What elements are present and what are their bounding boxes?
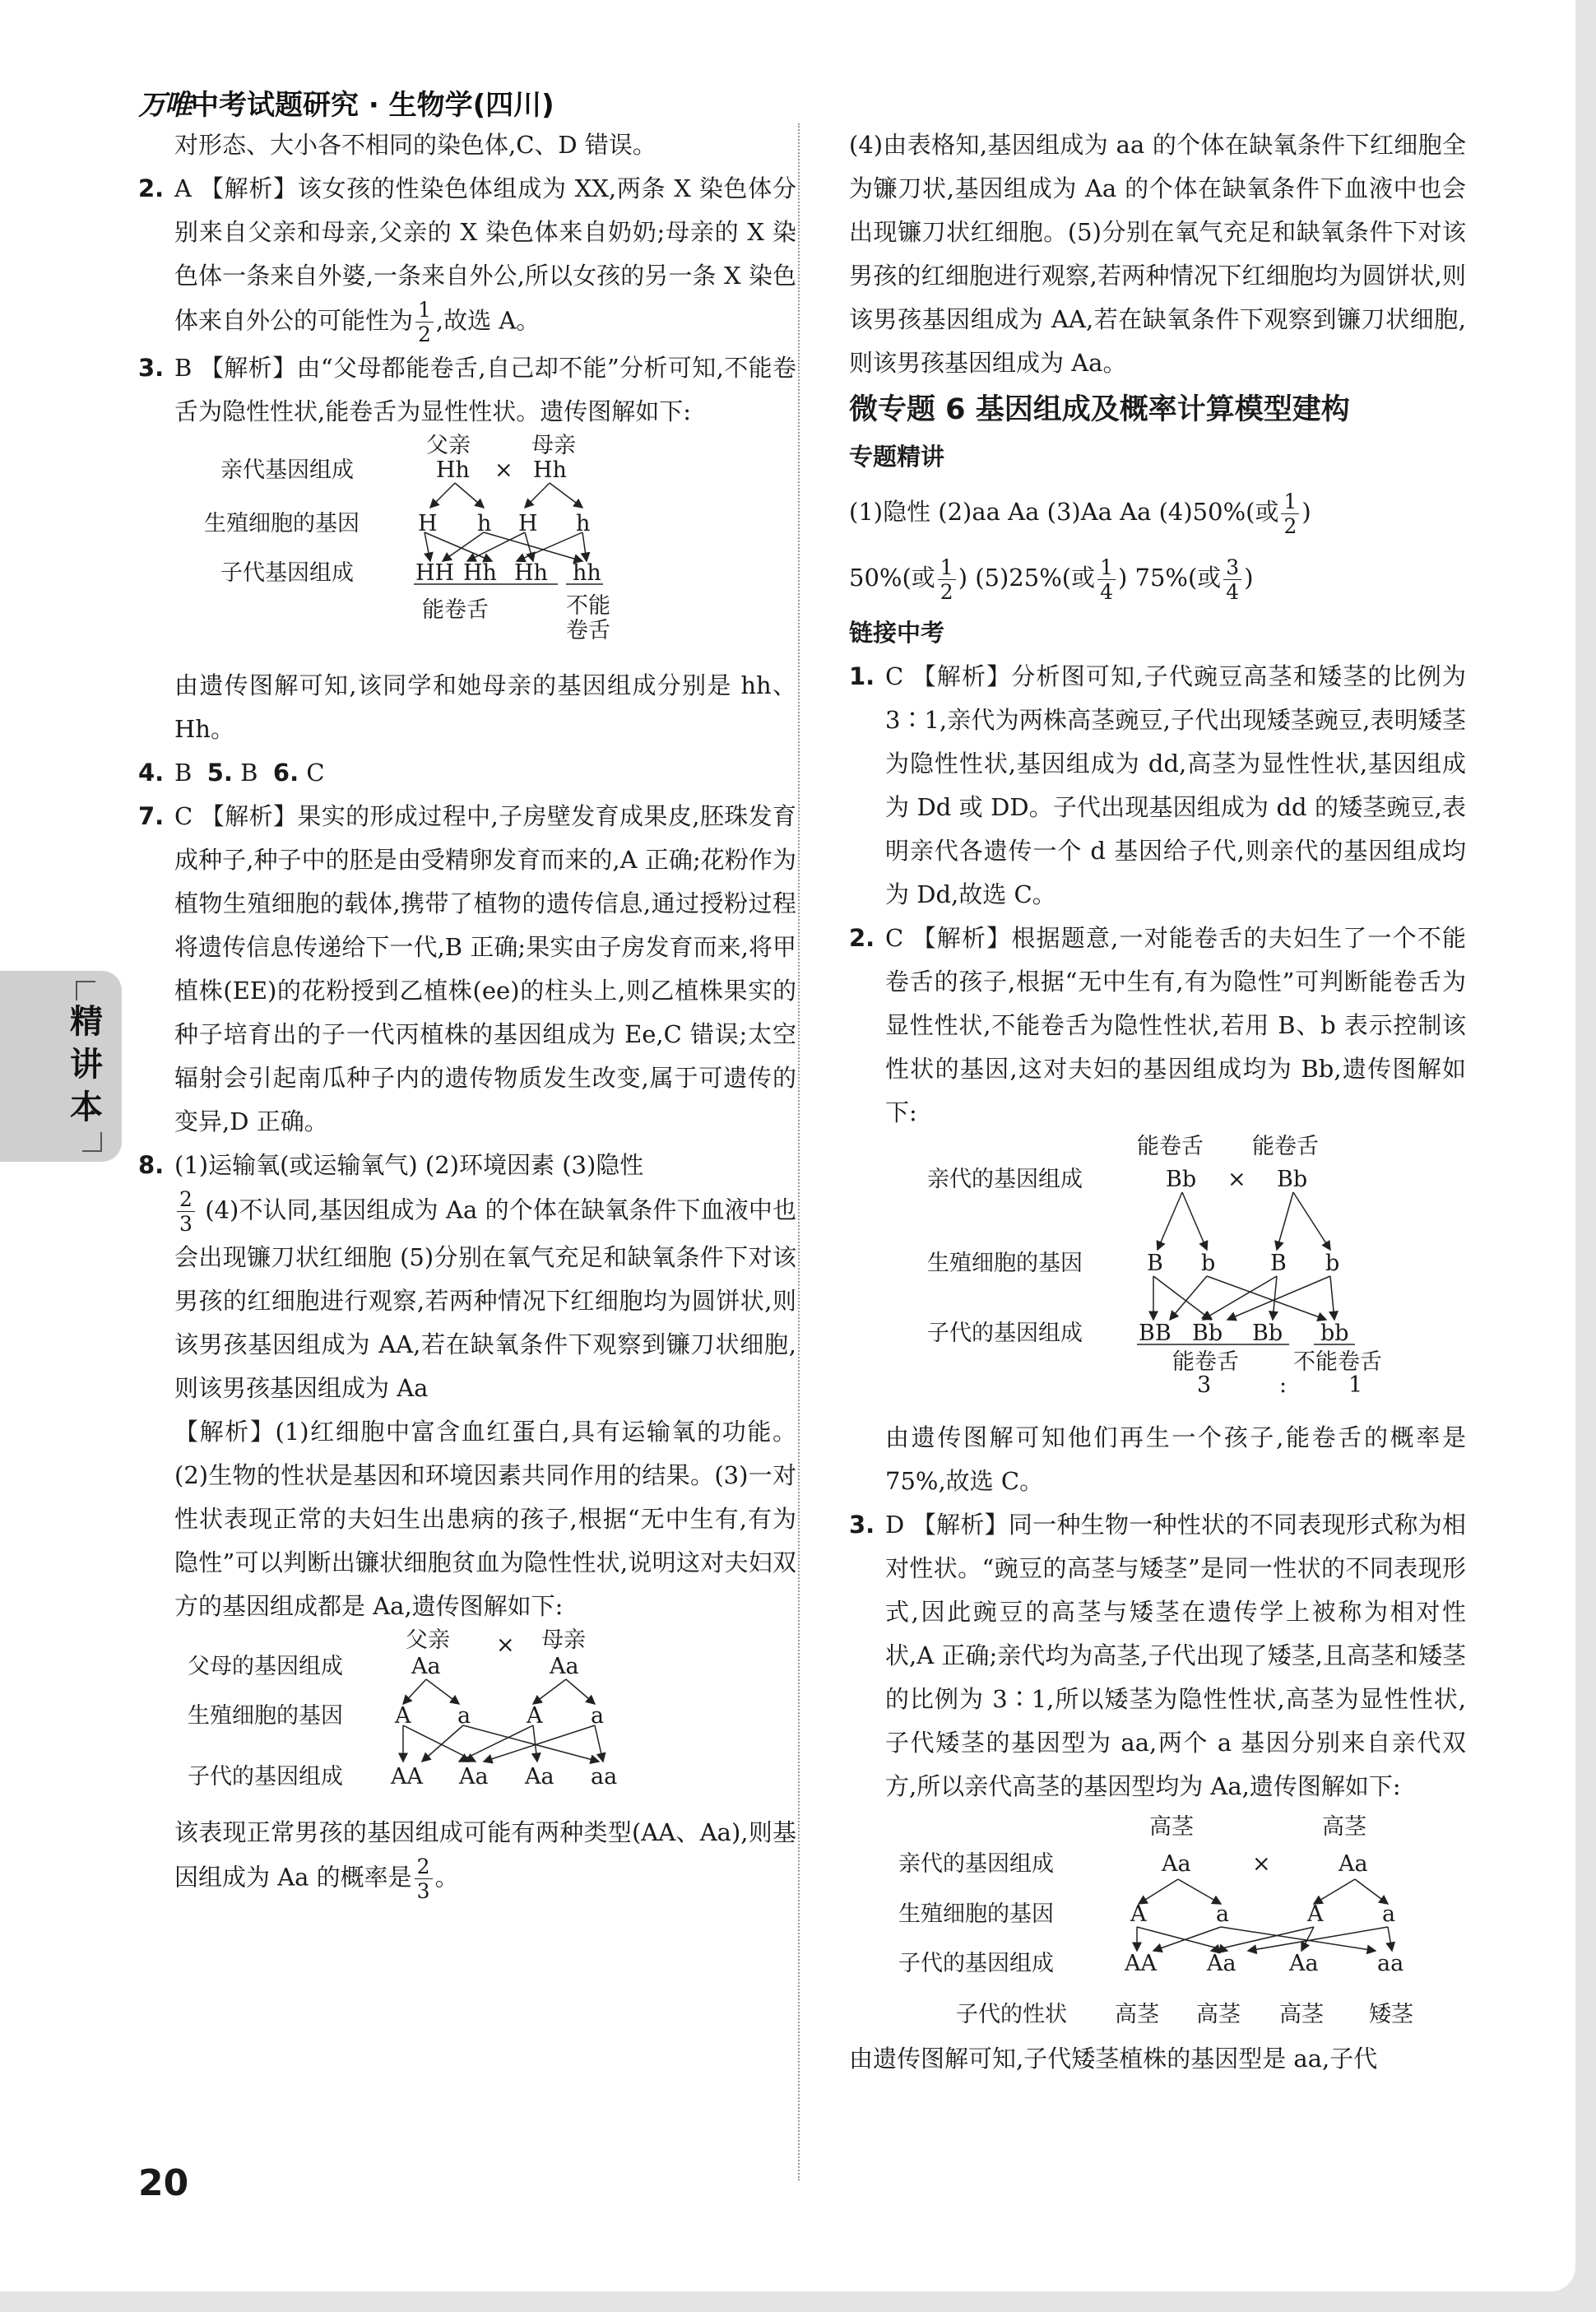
answer-8: [138, 1144, 796, 1628]
phenotype-label: 不能卷舌: [1293, 1349, 1382, 1375]
question-number: 1.: [849, 662, 875, 690]
parent-genotype: Hh: [533, 457, 567, 483]
numerator: 1: [415, 298, 434, 323]
offspring-genotype: aa: [591, 1764, 618, 1790]
analysis-text: 【解析】(1)红细胞中富含血红蛋白,具有运输氧的功能。(2)生物的性状是基因和环境因素共同作用的结果。(3)一对性状表现正常的夫妇生出患病的孩子,根据“无中生有,有为隐性”可以判断出镰状细胞贫血为隐性性状,说明这对夫妇双方的基因组成都是 Aa,遗传图解如下:: [174, 1418, 796, 1620]
answer-text-part: ) (5)25%(或: [958, 564, 1096, 592]
header-title: 中考试题研究 · 生物学(四川): [191, 89, 554, 122]
row-label: 亲代基因组成: [220, 457, 354, 483]
answer-text-part: A 【解析】该女孩的性染色体组成为 XX,两条 X 染色体分别来自父亲和母亲,父亲的 X 染色体来自奶奶;母亲的 X 染色体一条来自外婆,一条来自外公,所以女孩的另一条 X 染色体来自外公的可能性为: [174, 174, 796, 335]
numerator: 1: [1281, 490, 1299, 514]
answer-text-part: ): [1301, 498, 1311, 526]
gamete: a: [1216, 1901, 1230, 1927]
gamete: a: [591, 1703, 605, 1729]
answer-text: [174, 1187, 796, 1410]
parent-genotype: Bb: [1166, 1167, 1197, 1192]
side-tab: [0, 971, 122, 1162]
offspring-genotype: HH: [415, 560, 455, 586]
question-number: 3.: [138, 354, 165, 382]
denominator: 2: [940, 579, 953, 604]
row-label: 亲代的基因组成: [898, 1851, 1054, 1877]
phenotype-label: 能卷舌: [422, 597, 489, 623]
answer-letter: B: [240, 759, 258, 787]
row-label: 子代的基因组成: [188, 1764, 343, 1790]
row-label: 子代的基因组成: [927, 1321, 1083, 1346]
answer-text-part: (4)不认同,基因组成为 Aa 的个体在缺氧条件下血液中也会出现镰刀状红细胞 (5)分别在氧气充足和缺氧条件下对该男孩的红细胞进行观察,若两种情况下红细胞均为圆饼状,则该男孩基因组成为 AA,若在缺氧条件下观察到镰刀状细胞,则该男孩基因组成为 Aa: [174, 1195, 797, 1402]
question-number: 7.: [138, 802, 165, 830]
ratio-colon: :: [1279, 1372, 1287, 1398]
row-label: 子代的基因组成: [898, 1951, 1054, 1976]
phenotype-label: 高茎: [1149, 1814, 1194, 1840]
gamete: B: [1147, 1251, 1163, 1276]
topic-answers: [849, 479, 1466, 545]
gamete: A: [527, 1703, 543, 1729]
numerator: 2: [415, 1855, 433, 1879]
offspring-genotype: Aa: [525, 1764, 554, 1790]
numerator: 1: [938, 555, 956, 580]
answer-text-part: 50%(或: [849, 564, 935, 592]
side-tab-label: 精讲本: [70, 1003, 103, 1126]
gamete: h: [576, 511, 591, 536]
answers-4-6-line: [138, 751, 796, 795]
question-number: 2.: [849, 924, 875, 952]
link-answer-1: [849, 655, 1466, 917]
gamete: H: [518, 511, 538, 536]
gamete: a: [1382, 1901, 1396, 1927]
mother-label: 母亲: [531, 433, 576, 458]
offspring-genotype: Aa: [459, 1764, 489, 1790]
phenotype-label: 高茎: [1115, 2002, 1159, 2027]
answers-4-6: [138, 751, 796, 795]
running-header: [138, 82, 554, 123]
ratio-value: 3: [1197, 1372, 1212, 1398]
parent-genotype: Aa: [1162, 1851, 1191, 1877]
brand-logo: 万唯: [138, 89, 191, 122]
denominator: 3: [416, 1879, 430, 1903]
conclusion-text: 该表现正常男孩的基因组成可能有两种类型(AA、Aa),则基因组成为 Aa 的概率是: [174, 1818, 796, 1892]
answer-text: C 【解析】果实的形成过程中,子房壁发育成果皮,胚珠发育成种子,种子中的胚是由受精卵发育而来的,A 正确;花粉作为植物生殖细胞的载体,携带了植物的遗传信息,通过授粉过程将遗传信息传递给下一代,B 正确;果实由子房发育而来,将甲植株(EE)的花粉授到乙植株(ee)的柱头上,则乙植株果实的种子培育出的子一代丙植株的基因组成为 Ee,C 错误;太空辐射会引起南瓜种子内的遗传物质发生改变,属于可遗传的变异,D 正确。: [174, 802, 796, 1135]
bracket-decoration: [82, 1132, 102, 1152]
offspring-genotype: AA: [1125, 1951, 1157, 1976]
answer-text-part: (1)隐性 (2)aa Aa (3)Aa Aa (4)50%(或: [849, 498, 1279, 526]
answer-letter: C: [306, 759, 325, 787]
numerator: 3: [1223, 555, 1241, 580]
fraction: [415, 1855, 433, 1903]
answer-7: [138, 795, 796, 1144]
phenotype-label: 矮茎: [1369, 2002, 1413, 2027]
offspring-genotype: hh: [573, 560, 601, 586]
phenotype-label: 高茎: [1196, 2002, 1241, 2027]
parent-genotype: Aa: [1339, 1851, 1368, 1877]
answer-text-part: ): [1244, 564, 1254, 592]
ratio-value: 1: [1348, 1372, 1363, 1398]
father-label: 父亲: [406, 1627, 450, 1653]
row-label: 父母的基因组成: [188, 1654, 343, 1679]
q1-continuation: 对形态、大小各不相同的染色体,C、D 错误。: [174, 131, 656, 159]
column-divider: [798, 123, 800, 2180]
cross-symbol: ×: [494, 457, 513, 483]
phenotype-label: 能卷舌: [1137, 1134, 1204, 1159]
answer-text-part: ,故选 A。: [435, 306, 541, 335]
phenotype-label: 不能: [566, 593, 610, 619]
question-number: 8.: [138, 1151, 165, 1179]
gamete: A: [1130, 1901, 1147, 1927]
row-label: 生殖细胞的基因: [898, 1901, 1054, 1927]
father-label: 父亲: [426, 433, 471, 458]
answer-8-conclusion: [138, 1811, 796, 1903]
page-number: 20: [138, 2162, 189, 2204]
cross-symbol: ×: [496, 1632, 515, 1658]
answer-3: [138, 346, 796, 434]
subsection-title: 链接中考: [849, 619, 945, 647]
row-label: 子代的性状: [956, 2002, 1067, 2027]
gamete: H: [418, 511, 438, 536]
row-label: 子代基因组成: [220, 560, 354, 586]
phenotype-label: 卷舌: [566, 618, 610, 643]
fraction: [1097, 555, 1116, 604]
question-number: 6.: [272, 759, 299, 787]
cross-symbol: ×: [1252, 1851, 1271, 1877]
parent-genotype: Aa: [550, 1654, 579, 1679]
offspring-genotype: Bb: [1252, 1321, 1283, 1346]
fraction: [1281, 490, 1299, 538]
cross-symbol: ×: [1227, 1167, 1246, 1192]
fraction: [1223, 555, 1241, 604]
left-column: [138, 123, 796, 1903]
offspring-genotype: Hh: [514, 560, 548, 586]
ratio-row: [927, 1373, 1519, 1401]
genetic-diagram-r2: [927, 1135, 1519, 1373]
link-answer-3-conclusion: 由遗传图解可知,子代矮茎植株的基因型是 aa,子代: [849, 2045, 1378, 2073]
genetic-diagram-r3: [898, 1815, 1491, 2037]
offspring-genotype: BB: [1139, 1321, 1171, 1346]
fraction: [177, 1187, 195, 1236]
question-number: 5.: [206, 759, 233, 787]
denominator: 2: [1283, 513, 1297, 538]
row-label: 生殖细胞的基因: [188, 1703, 343, 1729]
question-number: 2.: [138, 174, 165, 202]
phenotype-label: 能卷舌: [1252, 1134, 1319, 1159]
row-label: 亲代的基因组成: [927, 1167, 1083, 1192]
right-column: [849, 123, 1466, 2081]
question-number: 4.: [138, 759, 165, 787]
answer-3-conclusion: 由遗传图解可知,该同学和她母亲的基因组成分别是 hh、Hh。: [174, 671, 796, 743]
answer-text: [174, 167, 796, 346]
row-label: 生殖细胞的基因: [204, 511, 360, 536]
denominator: 2: [418, 323, 431, 346]
gamete: b: [1201, 1251, 1216, 1276]
offspring-genotype: Hh: [463, 560, 497, 586]
denominator: 4: [1100, 579, 1113, 604]
conclusion-text: 。: [434, 1863, 459, 1892]
answer-text: B 【解析】由“父母都能卷舌,自己却不能”分析可知,不能卷舌为隐性性状,能卷舌为显性性状。遗传图解如下:: [174, 354, 796, 425]
genetic-diagram-3: [204, 433, 813, 643]
mother-label: 母亲: [541, 1627, 586, 1653]
subsection-title: 专题精讲: [849, 443, 945, 471]
offspring-genotype: AA: [391, 1764, 423, 1790]
answer-text: D 【解析】同一种生物一种性状的不同表现形式称为相对性状。“豌豆的高茎与矮茎”是同一性状的不同表现形式,因此豌豆的高茎与矮茎在遗传学上被称为相对性状,A 正确;亲代均为高茎,子代出现了矮茎,且高茎和矮茎的比例为 3∶1,所以矮茎为隐性性状,高茎为显性性状,子代矮茎的基因型为 aa,两个 a 基因分别来自亲代双方,所以亲代高茎的基因型均为 Aa,遗传图解如下:: [885, 1511, 1466, 1800]
denominator: 3: [179, 1212, 193, 1236]
link-answer-3: [849, 1503, 1466, 1808]
denominator: 4: [1226, 579, 1240, 604]
gamete: A: [1307, 1901, 1324, 1927]
phenotype-label: 能卷舌: [1172, 1349, 1239, 1375]
answer-text: C 【解析】分析图可知,子代豌豆高茎和矮茎的比例为 3∶1,亲代为两株高茎豌豆,子代出现矮茎豌豆,表明矮茎为隐性性状,基因组成为 dd,高茎为显性性状,基因组成为 Dd 或 DD。子代出现基因组成为 dd 的矮茎豌豆,表明亲代各遗传一个 d 基因给子代,则亲代的基因组成均为 Dd,故选 C。: [885, 662, 1466, 908]
gamete: A: [395, 1703, 411, 1729]
section-title: 微专题 6 基因组成及概率计算模型建构: [849, 393, 1350, 426]
q8-continuation: (4)由表格知,基因组成为 aa 的个体在缺氧条件下红细胞全为镰刀状,基因组成为 Aa 的个体在缺氧条件下血液中也会出现镰刀状红细胞。(5)分别在氧气充足和缺氧条件下对该男孩的红细胞进行观察,若两种情况下红细胞均为圆饼状,则该男孩基因组成为 AA,若在缺氧条件下观察到镰刀状细胞,则该男孩基因组成为 Aa。: [849, 131, 1466, 377]
numerator: 1: [1097, 555, 1116, 580]
answer-text-part: ) 75%(或: [1117, 564, 1222, 592]
fraction: [415, 298, 434, 346]
topic-answers: [849, 545, 1466, 610]
answer-2: [138, 167, 796, 346]
answer-letter: B: [174, 759, 193, 787]
offspring-genotype: Aa: [1207, 1951, 1236, 1976]
answer-text: (1)运输氧(或运输氧气) (2)环境因素 (3)隐性: [174, 1151, 644, 1179]
offspring-genotype: bb: [1320, 1321, 1349, 1346]
parent-genotype: Bb: [1277, 1167, 1308, 1192]
parent-genotype: Hh: [436, 457, 470, 483]
gamete: h: [477, 511, 492, 536]
phenotype-label: 高茎: [1279, 2002, 1324, 2027]
genetic-diagram-8: [188, 1628, 780, 1801]
gamete: b: [1325, 1251, 1340, 1276]
gamete: a: [457, 1703, 471, 1729]
offspring-genotype: Aa: [1289, 1951, 1319, 1976]
row-label: 生殖细胞的基因: [927, 1251, 1083, 1276]
parent-genotype: Aa: [411, 1654, 441, 1679]
bracket-decoration: [76, 981, 95, 1000]
link-answer-2: [849, 917, 1466, 1135]
gamete: B: [1270, 1251, 1287, 1276]
fraction: [938, 555, 956, 604]
link-answer-2-conclusion: 由遗传图解可知他们再生一个孩子,能卷舌的概率是 75%,故选 C。: [885, 1423, 1466, 1495]
numerator: 2: [177, 1187, 195, 1212]
phenotype-label: 高茎: [1322, 1814, 1366, 1840]
question-number: 3.: [849, 1511, 875, 1539]
offspring-genotype: aa: [1377, 1951, 1404, 1976]
answer-text: C 【解析】根据题意,一对能卷舌的夫妇生了一个不能卷舌的孩子,根据“无中生有,有为隐性”可判断能卷舌为显性性状,不能卷舌为隐性性状,若用 B、b 表示控制该性状的基因,这对夫妇的基因组成均为 Bb,遗传图解如下:: [885, 924, 1466, 1126]
offspring-genotype: Bb: [1192, 1321, 1223, 1346]
